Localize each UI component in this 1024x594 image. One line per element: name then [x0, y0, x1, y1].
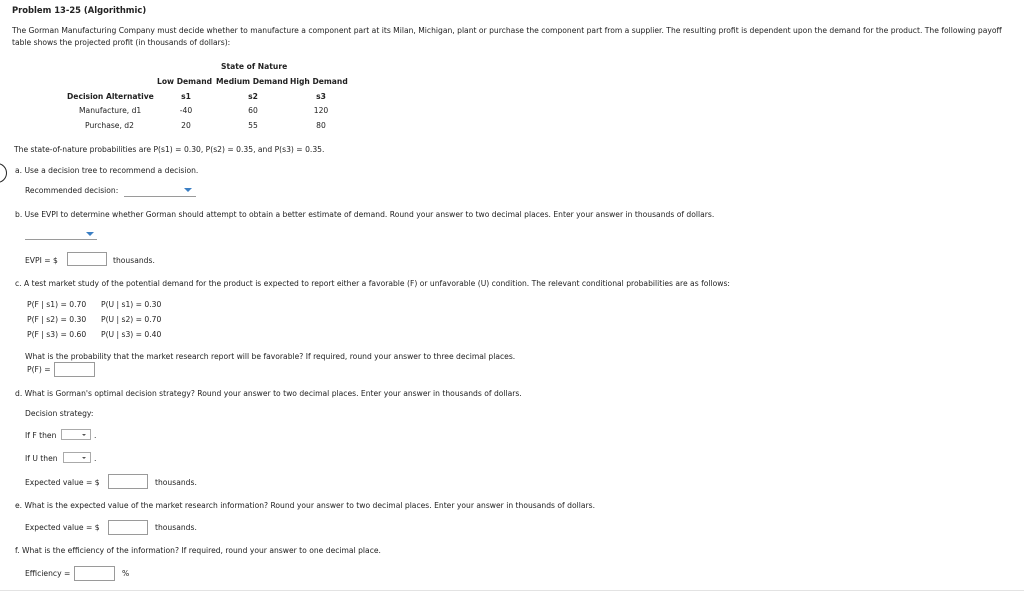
row-label-manufacture: Manufacture, d1: [79, 106, 142, 115]
if-f-period: .: [94, 431, 97, 440]
part-a-question: a. Use a decision tree to recommend a decision.: [15, 166, 199, 175]
e-expected-value-unit: thousands.: [155, 523, 197, 532]
evpi-input[interactable]: [67, 252, 107, 266]
e-expected-value-input[interactable]: [108, 520, 148, 535]
e-expected-value-label: Expected value = $: [25, 523, 100, 532]
part-b-question: b. Use EVPI to determine whether Gorman should attempt to obtain a better estimate of demand. Round your answer to two decimal places. Enter your answer in thousands of dollars.: [15, 210, 715, 219]
part-e-question: e. What is the expected value of the market research information? Round your answer to two decimal places. Enter your answer in thousands of dollars.: [15, 501, 595, 510]
col-label-high: High Demand: [290, 77, 348, 86]
evpi-unit: thousands.: [113, 256, 155, 265]
problem-intro: The Gorman Manufacturing Company must decide whether to manufacture a component part at its Milan, Michigan, plant or purchase the component part from a supplier. The resulting profit is dependent upon the demand for the product. The following payoff table shows the projected profit (in thousands of dollars):: [12, 26, 1002, 47]
col-label-medium: Medium Demand: [216, 77, 289, 86]
col-label-low: Low Demand: [157, 77, 213, 86]
efficiency-unit: %: [122, 569, 130, 578]
cond-prob-u-s2: P(U | s2) = 0.70: [101, 315, 162, 324]
if-f-label: If F then: [25, 431, 57, 440]
state-s3: s3: [316, 92, 326, 101]
decision-alternative-header: Decision Alternative: [67, 92, 154, 101]
decision-strategy-label: Decision strategy:: [25, 409, 94, 418]
cond-prob-f-s2: P(F | s2) = 0.30: [27, 315, 87, 324]
evpi-label: EVPI = $: [25, 256, 58, 265]
cell-d1-s2: 60: [248, 106, 258, 115]
d-expected-value-unit: thousands.: [155, 478, 197, 487]
pf-input[interactable]: [54, 362, 95, 377]
if-u-period: .: [94, 454, 97, 463]
cell-d1-s1: -40: [179, 106, 193, 115]
part-f-question: f. What is the efficiency of the information? If required, round your answer to one decimal place.: [15, 546, 381, 555]
if-u-select[interactable]: [63, 452, 91, 463]
chevron-down-icon[interactable]: [184, 188, 192, 192]
state-s1: s1: [181, 92, 191, 101]
part-d-question: d. What is Gorman's optimal decision strategy? Round your answer to two decimal places. Enter your answer in thousands of dollars.: [15, 389, 522, 398]
cell-d2-s3: 80: [316, 121, 326, 130]
question-marker: [0, 163, 7, 183]
cell-d2-s2: 55: [248, 121, 258, 130]
cell-d2-s1: 20: [181, 121, 191, 130]
chevron-down-icon[interactable]: [82, 434, 86, 436]
if-f-select[interactable]: [61, 429, 91, 440]
state-probabilities: The state-of-nature probabilities are P(s1) = 0.30, P(s2) = 0.35, and P(s3) = 0.35.: [14, 145, 325, 154]
efficiency-label: Efficiency =: [25, 569, 71, 578]
problem-title: Problem 13-25 (Algorithmic): [12, 5, 147, 15]
bottom-divider: [0, 590, 1024, 591]
prob-favorable-question: What is the probability that the market research report will be favorable? If required, round your answer to three decimal places.: [25, 352, 516, 361]
d-expected-value-input[interactable]: [108, 474, 148, 489]
efficiency-input[interactable]: [74, 566, 115, 581]
pf-label: P(F) =: [27, 365, 51, 374]
row-label-purchase: Purchase, d2: [85, 121, 134, 130]
cond-prob-u-s3: P(U | s3) = 0.40: [101, 330, 162, 339]
cond-prob-f-s3: P(F | s3) = 0.60: [27, 330, 87, 339]
cond-prob-f-s1: P(F | s1) = 0.70: [27, 300, 87, 309]
recommended-decision-label: Recommended decision:: [25, 186, 119, 195]
d-expected-value-label: Expected value = $: [25, 478, 100, 487]
state-of-nature-header: State of Nature: [221, 62, 288, 71]
chevron-down-icon[interactable]: [86, 232, 94, 236]
chevron-down-icon[interactable]: [82, 457, 86, 459]
if-u-label: If U then: [25, 454, 58, 463]
state-s2: s2: [248, 92, 258, 101]
cell-d1-s3: 120: [313, 106, 329, 115]
part-c-question: c. A test market study of the potential demand for the product is expected to report either a favorable (F) or unfavorable (U) condition. The relevant conditional probabilities are as follows:: [15, 279, 730, 288]
cond-prob-u-s1: P(U | s1) = 0.30: [101, 300, 162, 309]
